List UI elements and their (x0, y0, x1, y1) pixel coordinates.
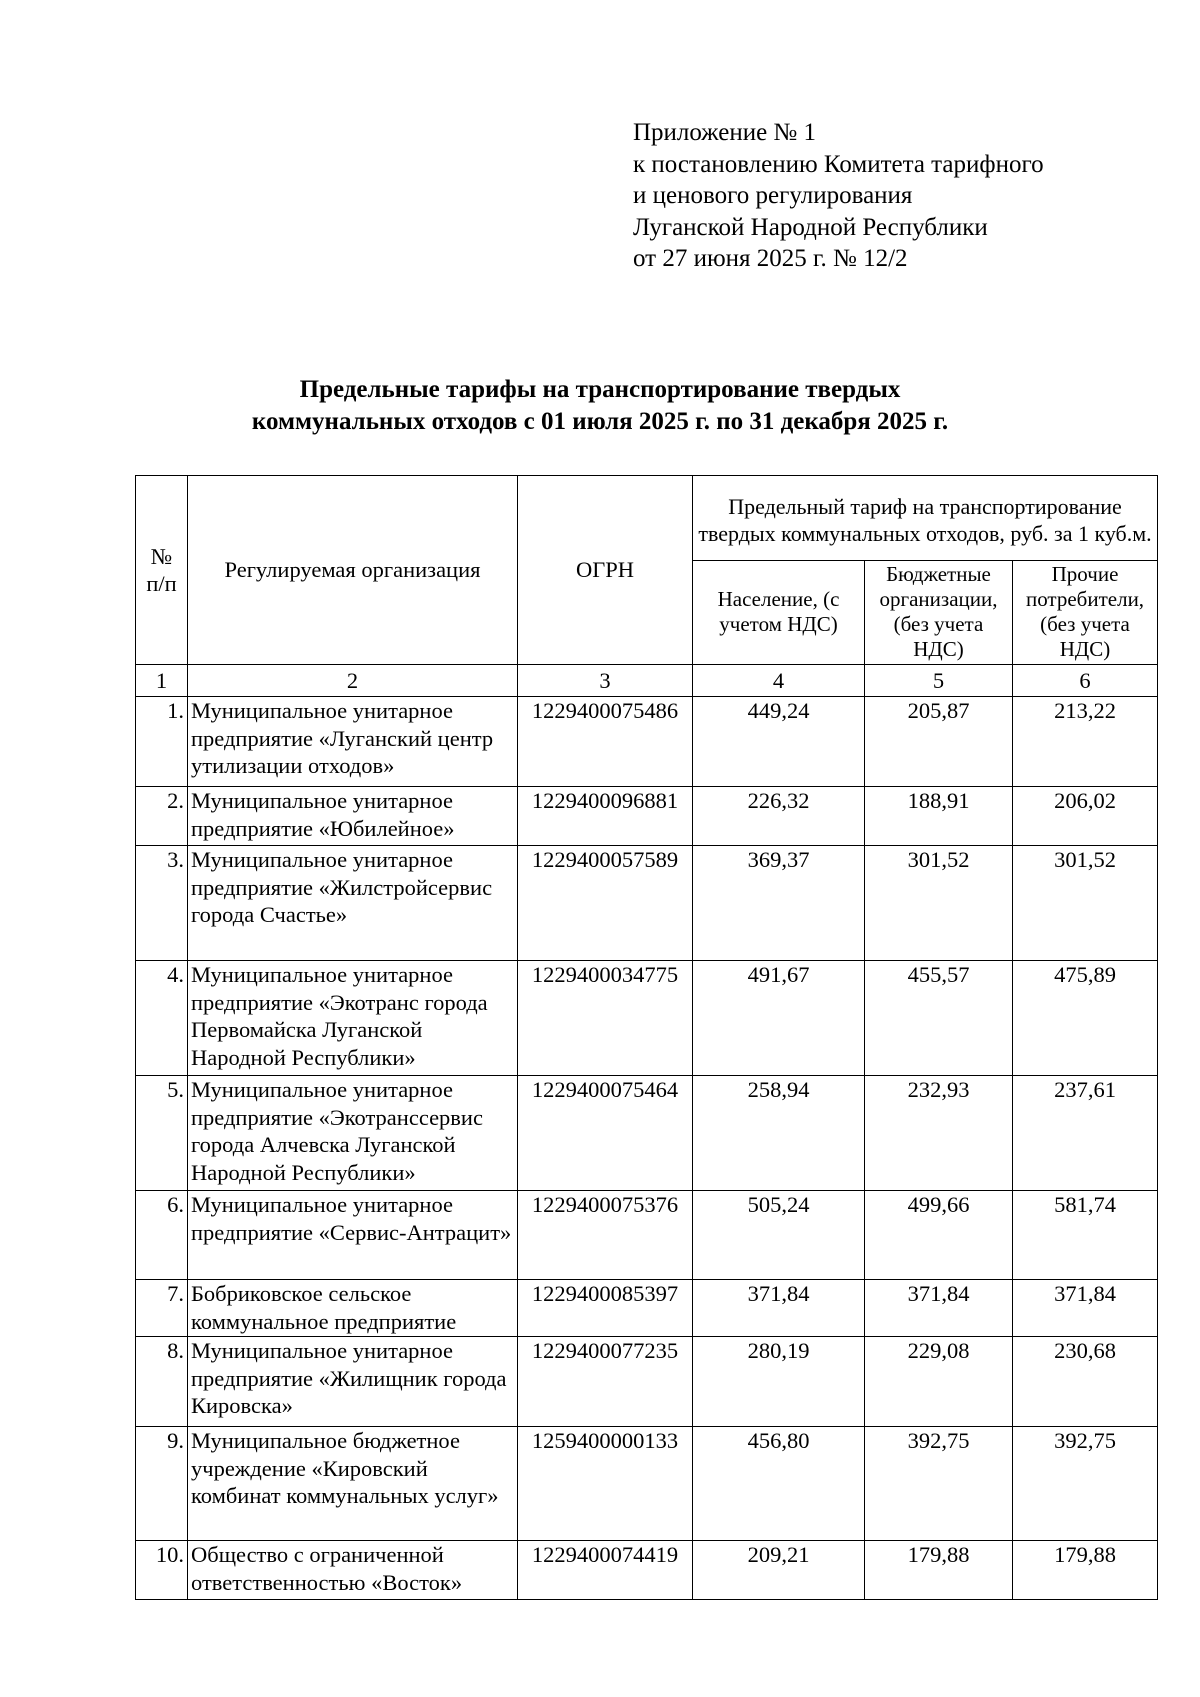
row-ogrn: 1259400000133 (518, 1427, 693, 1541)
table-row (136, 1337, 1158, 1427)
row-num: 6. (136, 1191, 188, 1280)
row-budget: 455,57 (865, 961, 1013, 1076)
row-org: Муниципальное унитарное предприятие «Экотранссервис города Алчевска Луганской Народной Республики» (188, 1076, 518, 1191)
row-population: 209,21 (693, 1541, 865, 1600)
row-ogrn: 1229400077235 (518, 1337, 693, 1427)
row-num: 3. (136, 846, 188, 961)
row-org: Общество с ограниченной ответственностью «Восток» (188, 1541, 518, 1600)
row-num: 2. (136, 787, 188, 846)
table-row (136, 1191, 1158, 1280)
table-row (136, 697, 1158, 787)
row-ogrn: 1229400096881 (518, 787, 693, 846)
tariffs-table (135, 475, 1158, 1600)
row-org: Муниципальное унитарное предприятие «Экотранс города Первомайска Луганской Народной Республики» (188, 961, 518, 1076)
row-population: 369,37 (693, 846, 865, 961)
row-ogrn: 1229400074419 (518, 1541, 693, 1600)
row-num: 8. (136, 1337, 188, 1427)
row-budget: 179,88 (865, 1541, 1013, 1600)
row-org: Муниципальное унитарное предприятие «Жилищник города Кировска» (188, 1337, 518, 1427)
row-ogrn: 1229400057589 (518, 846, 693, 961)
table-row (136, 1280, 1158, 1337)
row-ogrn: 1229400075486 (518, 697, 693, 787)
row-other: 179,88 (1013, 1541, 1158, 1600)
row-num: 5. (136, 1076, 188, 1191)
row-budget: 232,93 (865, 1076, 1013, 1191)
row-num: 10. (136, 1541, 188, 1600)
row-num: 9. (136, 1427, 188, 1541)
row-ogrn: 1229400075464 (518, 1076, 693, 1191)
row-org: Бобриковское сельское коммунальное предприятие (188, 1280, 518, 1337)
row-org: Муниципальное унитарное предприятие «Луганский центр утилизации отходов» (188, 697, 518, 787)
row-ogrn: 1229400034775 (518, 961, 693, 1076)
table-row (136, 787, 1158, 846)
row-other: 475,89 (1013, 961, 1158, 1076)
row-other: 230,68 (1013, 1337, 1158, 1427)
row-org: Муниципальное бюджетное учреждение «Кировский комбинат коммунальных услуг» (188, 1427, 518, 1541)
row-org: Муниципальное унитарное предприятие «Сервис-Антрацит» (188, 1191, 518, 1280)
row-budget: 205,87 (865, 697, 1013, 787)
document-title (0, 374, 1200, 438)
row-population: 449,24 (693, 697, 865, 787)
row-num: 7. (136, 1280, 188, 1337)
header-org: Регулируемая организация (188, 476, 518, 665)
row-org: Муниципальное унитарное предприятие «Юбилейное» (188, 787, 518, 846)
header-budget: Бюджетные организации, (без учета НДС) (865, 561, 1013, 665)
row-population: 505,24 (693, 1191, 865, 1280)
appendix-line-1: Приложение № 1 (633, 119, 817, 146)
appendix-header (633, 117, 1044, 275)
row-num: 4. (136, 961, 188, 1076)
header-other: Прочие потребители, (без учета НДС) (1013, 561, 1158, 665)
header-num: № п/п (136, 476, 188, 665)
row-population: 371,84 (693, 1280, 865, 1337)
row-population: 456,80 (693, 1427, 865, 1541)
row-other: 237,61 (1013, 1076, 1158, 1191)
row-other: 206,02 (1013, 787, 1158, 846)
table-row (136, 846, 1158, 961)
table-row (136, 1076, 1158, 1191)
column-number: 1 (136, 665, 188, 697)
table-row (136, 961, 1158, 1076)
row-ogrn: 1229400085397 (518, 1280, 693, 1337)
document-title-line-1: Предельные тарифы на транспортирование твердых (299, 376, 901, 403)
appendix-line-2: к постановлению Комитета тарифного (633, 150, 1044, 178)
appendix-line-3: и ценового регулирования (633, 182, 913, 209)
row-other: 301,52 (1013, 846, 1158, 961)
row-other: 371,84 (1013, 1280, 1158, 1337)
table-row (136, 1427, 1158, 1541)
row-budget: 188,91 (865, 787, 1013, 846)
header-ogrn: ОГРН (518, 476, 693, 665)
appendix-line-4: Луганской Народной Республики (633, 213, 988, 241)
row-other: 581,74 (1013, 1191, 1158, 1280)
row-num: 1. (136, 697, 188, 787)
table-row (136, 1541, 1158, 1600)
row-budget: 229,08 (865, 1337, 1013, 1427)
row-population: 258,94 (693, 1076, 865, 1191)
column-number: 4 (693, 665, 865, 697)
column-number: 6 (1013, 665, 1158, 697)
row-org: Муниципальное унитарное предприятие «Жилстройсервис города Счастье» (188, 846, 518, 961)
row-population: 226,32 (693, 787, 865, 846)
column-number: 2 (188, 665, 518, 697)
row-population: 280,19 (693, 1337, 865, 1427)
row-other: 213,22 (1013, 697, 1158, 787)
column-number: 5 (865, 665, 1013, 697)
document-title-line-2: коммунальных отходов с 01 июля 2025 г. по 31 декабря 2025 г. (251, 408, 949, 435)
header-population: Население, (с учетом НДС) (693, 561, 865, 665)
appendix-line-5: от 27 июня 2025 г. № 12/2 (633, 245, 908, 272)
row-budget: 301,52 (865, 846, 1013, 961)
row-budget: 371,84 (865, 1280, 1013, 1337)
row-other: 392,75 (1013, 1427, 1158, 1541)
row-budget: 392,75 (865, 1427, 1013, 1541)
row-ogrn: 1229400075376 (518, 1191, 693, 1280)
row-population: 491,67 (693, 961, 865, 1076)
column-number: 3 (518, 665, 693, 697)
row-budget: 499,66 (865, 1191, 1013, 1280)
header-tariff-group: Предельный тариф на транспортирование твердых коммунальных отходов, руб. за 1 куб.м. (693, 476, 1158, 561)
